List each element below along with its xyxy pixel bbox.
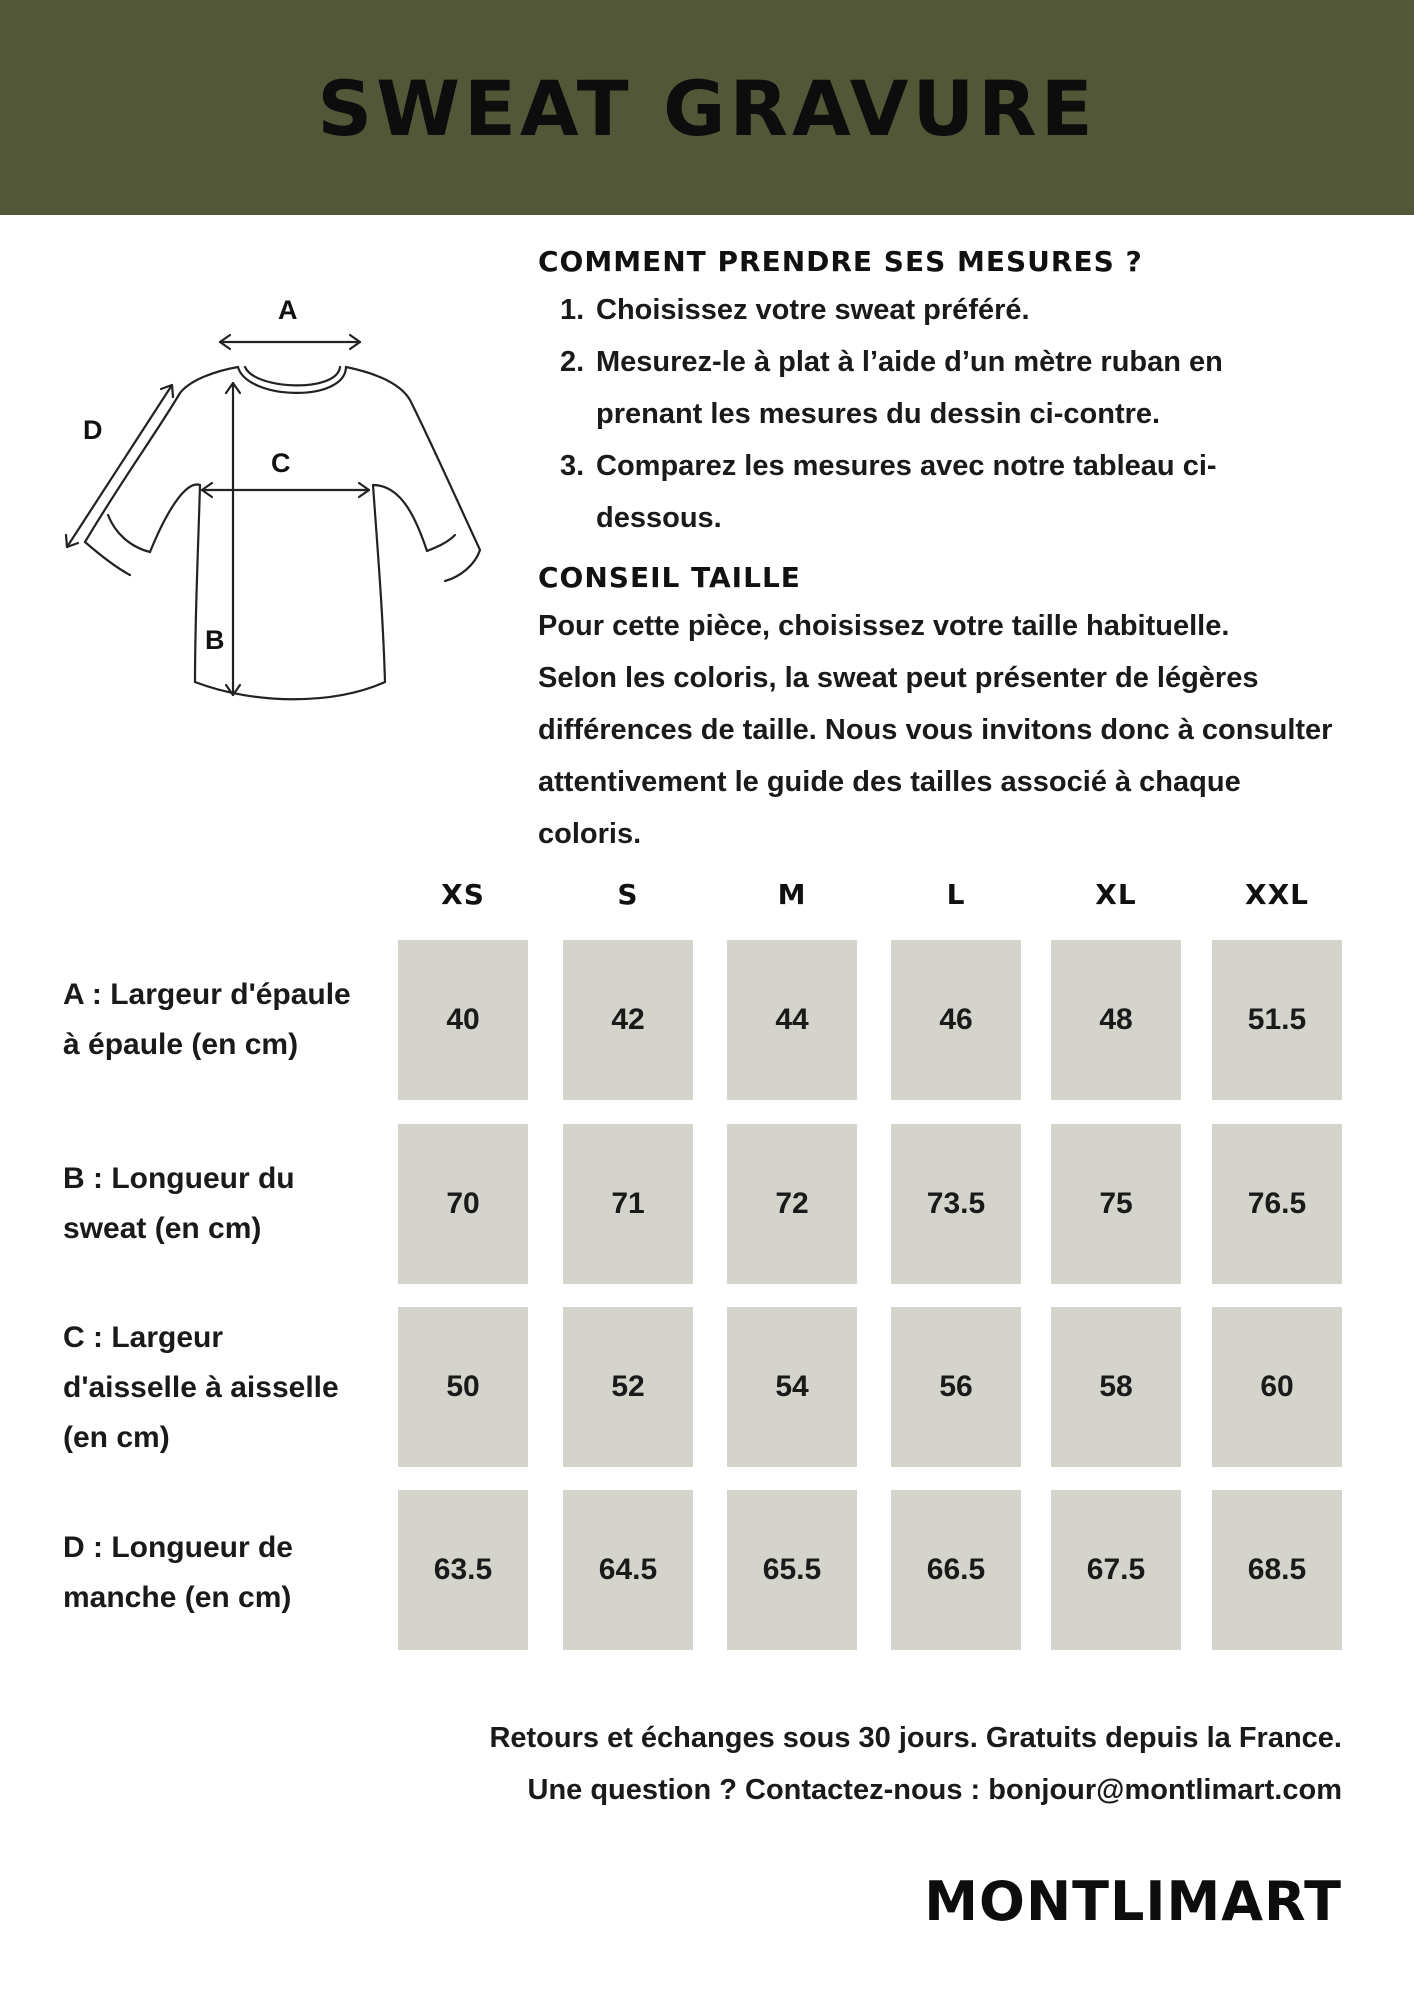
table-cell: 60 (1212, 1307, 1342, 1467)
step-text: Mesurez-le à plat à l’aide d’un mètre ruban en (596, 346, 1223, 378)
table-cell: 40 (398, 940, 528, 1100)
table-cell: 64.5 (563, 1490, 693, 1650)
table-cell: 52 (563, 1307, 693, 1467)
table-cell: 56 (891, 1307, 1021, 1467)
diagram-label-d: D (83, 415, 103, 445)
row-label-line: A : Largeur d'épaule (63, 978, 351, 1011)
returns-note: Retours et échanges sous 30 jours. Gratuits depuis la France. (489, 1722, 1342, 1754)
table-cell: 75 (1051, 1124, 1181, 1284)
step-text: Choisissez votre sweat préféré. (596, 294, 1030, 326)
table-cell: 67.5 (1051, 1490, 1181, 1650)
table-cell: 46 (891, 940, 1021, 1100)
size-header-s: S (617, 878, 639, 911)
brand-logo: MONTLIMART (924, 1870, 1342, 1933)
row-label-line: sweat (en cm) (63, 1212, 262, 1245)
table-cell: 76.5 (1212, 1124, 1342, 1284)
advice-line: Pour cette pièce, choisissez votre taille habituelle. (538, 610, 1230, 642)
instructions-column (538, 240, 1398, 860)
row-label-line: C : Largeur (63, 1321, 224, 1354)
step-text: dessous. (596, 502, 722, 534)
table-cell: 70 (398, 1124, 528, 1284)
step-number: 2. (560, 346, 585, 378)
measure-heading: COMMENT PRENDRE SES MESURES ? (538, 245, 1143, 278)
table-cell: 65.5 (727, 1490, 857, 1650)
diagram-label-a: A (278, 295, 298, 325)
advice-line: attentivement le guide des tailles associé à chaque (538, 766, 1241, 798)
size-header-l: L (946, 878, 966, 911)
page-title: SWEAT GRAVURE (317, 64, 1097, 153)
measure-steps (538, 284, 1398, 544)
table-cell: 66.5 (891, 1490, 1021, 1650)
table-cell: 73.5 (891, 1124, 1021, 1284)
row-label-a (63, 970, 383, 1070)
step-number: 1. (560, 294, 585, 326)
row-label-line: d'aisselle à aisselle (63, 1371, 339, 1404)
step-text: Comparez les mesures avec notre tableau ci- (596, 450, 1217, 482)
measure-step (538, 336, 1398, 440)
row-label-line: D : Longueur de (63, 1531, 293, 1564)
size-header-m: M (777, 878, 807, 911)
row-label-c (63, 1313, 383, 1463)
table-cell: 68.5 (1212, 1490, 1342, 1650)
contact-note: Une question ? Contactez-nous : bonjour@montlimart.com (527, 1774, 1342, 1806)
row-label-line: à épaule (en cm) (63, 1028, 299, 1061)
advice-heading: CONSEIL TAILLE (538, 561, 801, 594)
diagram-label-b: B (205, 625, 225, 655)
row-label-line: manche (en cm) (63, 1581, 292, 1614)
table-cell: 42 (563, 940, 693, 1100)
row-label-line: B : Longueur du (63, 1162, 295, 1195)
table-cell: 72 (727, 1124, 857, 1284)
measure-step (538, 284, 1398, 336)
sweatshirt-illustration (55, 285, 505, 725)
table-cell: 63.5 (398, 1490, 528, 1650)
table-cell: 71 (563, 1124, 693, 1284)
size-header-xxl: XXL (1244, 878, 1310, 911)
row-label-line: (en cm) (63, 1421, 170, 1454)
size-header-xl: XL (1095, 878, 1137, 911)
advice-line: coloris. (538, 818, 642, 850)
table-cell: 54 (727, 1307, 857, 1467)
step-text: prenant les mesures du dessin ci-contre. (596, 398, 1161, 430)
table-cell: 44 (727, 940, 857, 1100)
advice-line: différences de taille. Nous vous invitons donc à consulter (538, 714, 1333, 746)
table-cell: 58 (1051, 1307, 1181, 1467)
size-header-xs: XS (441, 878, 485, 911)
row-label-b (63, 1154, 383, 1254)
sweat-measure-diagram (55, 285, 505, 725)
row-label-d (63, 1523, 383, 1623)
step-number: 3. (560, 450, 585, 482)
table-cell: 51.5 (1212, 940, 1342, 1100)
diagram-label-c: C (271, 448, 291, 478)
advice-text (538, 600, 1398, 860)
table-cell: 48 (1051, 940, 1181, 1100)
header-banner (0, 0, 1414, 215)
measure-step (538, 440, 1398, 544)
advice-line: Selon les coloris, la sweat peut présenter de légères (538, 662, 1259, 694)
table-cell: 50 (398, 1307, 528, 1467)
